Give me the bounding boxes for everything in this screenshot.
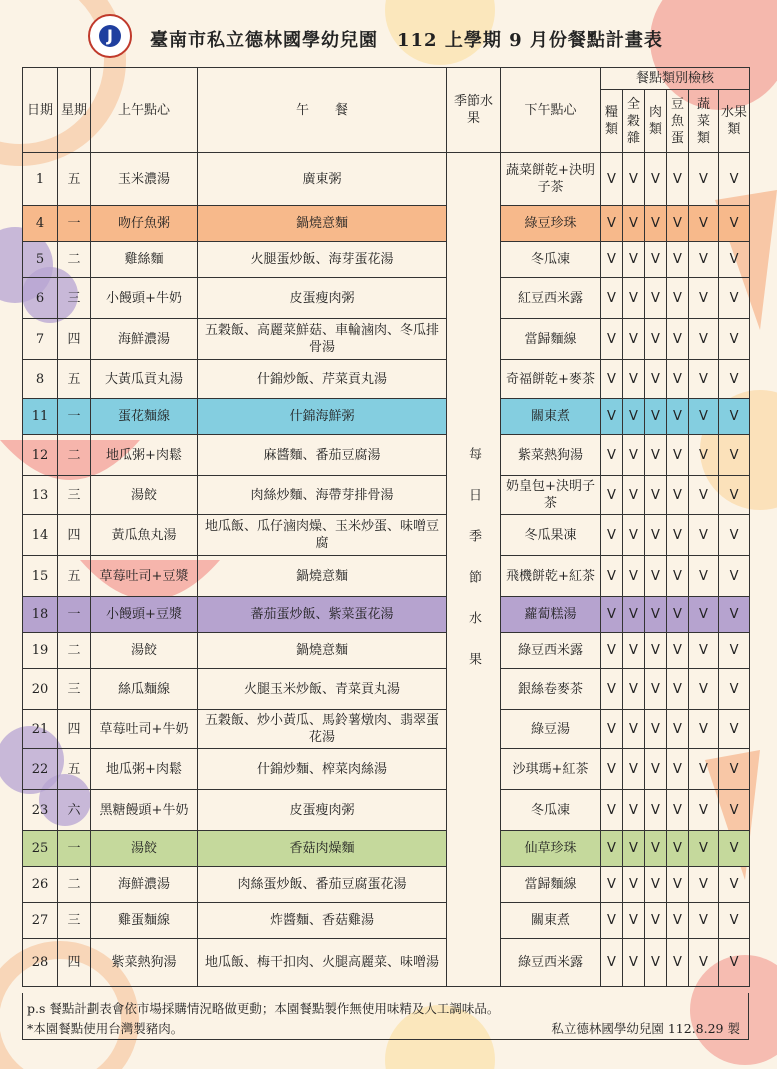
row-check-mark: V [623,319,645,360]
header-check-0: 糧類 [601,90,623,153]
row-check-mark: V [667,633,689,669]
row-check-mark: V [719,476,750,515]
row-check-mark: V [601,710,623,749]
row-check-mark: V [667,435,689,476]
row-afternoon-snack: 奇福餅乾+麥茶 [501,360,601,399]
row-check-mark: V [623,790,645,831]
row-lunch: 火腿蛋炒飯、海芽蛋花湯 [198,242,447,278]
row-date: 22 [23,749,58,790]
row-afternoon-snack: 冬瓜凍 [501,242,601,278]
row-weekday: 二 [58,867,91,903]
row-afternoon-snack: 綠豆西米露 [501,939,601,987]
row-check-mark: V [719,435,750,476]
row-afternoon-snack: 綠豆西米露 [501,633,601,669]
row-afternoon-snack: 當歸麵線 [501,319,601,360]
row-lunch: 肉絲炒麵、海帶芽排骨湯 [198,476,447,515]
row-check-mark: V [601,633,623,669]
row-weekday: 二 [58,242,91,278]
row-afternoon-snack: 蔬菜餅乾+決明子茶 [501,153,601,206]
row-check-mark: V [645,360,667,399]
row-morning-snack: 湯餃 [91,831,198,867]
row-weekday: 三 [58,476,91,515]
row-check-mark: V [645,903,667,939]
row-check-mark: V [667,790,689,831]
row-lunch: 廣東粥 [198,153,447,206]
row-check-mark: V [689,153,719,206]
row-check-mark: V [689,515,719,556]
row-check-mark: V [623,749,645,790]
row-check-mark: V [645,515,667,556]
row-weekday: 三 [58,278,91,319]
row-check-mark: V [645,633,667,669]
row-check-mark: V [719,790,750,831]
row-check-mark: V [623,399,645,435]
row-check-mark: V [719,669,750,710]
row-lunch: 鍋燒意麵 [198,206,447,242]
row-check-mark: V [601,319,623,360]
row-lunch: 鍋燒意麵 [198,633,447,669]
row-check-mark: V [719,633,750,669]
row-lunch: 香菇肉燥麵 [198,831,447,867]
row-morning-snack: 黃瓜魚丸湯 [91,515,198,556]
table-row [23,939,750,987]
table-row [23,903,750,939]
row-check-mark: V [601,206,623,242]
row-weekday: 四 [58,515,91,556]
row-check-mark: V [667,515,689,556]
row-morning-snack: 草莓吐司+牛奶 [91,710,198,749]
row-morning-snack: 雞蛋麵線 [91,903,198,939]
row-weekday: 五 [58,360,91,399]
page-header [0,0,777,66]
row-morning-snack: 黑糖饅頭+牛奶 [91,790,198,831]
footer-note-1: p.s 餐點計劃表會依市場採購情況略做更動；本園餐點製作無使用味精及人工調味品。 [27,1001,500,1016]
row-check-mark: V [623,669,645,710]
row-morning-snack: 玉米濃湯 [91,153,198,206]
row-check-mark: V [601,153,623,206]
row-check-mark: V [719,749,750,790]
row-check-mark: V [623,360,645,399]
row-lunch: 地瓜飯、梅干扣肉、火腿高麗菜、味噌湯 [198,939,447,987]
row-lunch: 肉絲蛋炒飯、番茄豆腐蛋花湯 [198,867,447,903]
header-seasonal-fruit: 季節水果 [447,68,501,153]
row-check-mark: V [667,360,689,399]
row-afternoon-snack: 飛機餅乾+紅茶 [501,556,601,597]
row-date: 12 [23,435,58,476]
row-morning-snack: 大黃瓜貢丸湯 [91,360,198,399]
row-check-mark: V [601,242,623,278]
table-row [23,515,750,556]
row-date: 23 [23,790,58,831]
row-afternoon-snack: 冬瓜果凍 [501,515,601,556]
row-check-mark: V [667,206,689,242]
row-weekday: 二 [58,633,91,669]
row-date: 18 [23,597,58,633]
table-row [23,153,750,206]
row-check-mark: V [667,597,689,633]
row-check-mark: V [667,556,689,597]
row-morning-snack: 湯餃 [91,476,198,515]
row-date: 15 [23,556,58,597]
row-morning-snack: 草莓吐司+豆漿 [91,556,198,597]
header-date: 日期 [23,68,58,153]
row-check-mark: V [601,939,623,987]
row-check-mark: V [601,515,623,556]
row-weekday: 四 [58,319,91,360]
header-check-4: 蔬菜類 [689,90,719,153]
row-morning-snack: 雞絲麵 [91,242,198,278]
row-morning-snack: 吻仔魚粥 [91,206,198,242]
table-row [23,669,750,710]
page-title: 臺南市私立德林國學幼兒園 112 上學期 9 月份餐點計畫表 [150,30,663,51]
row-check-mark: V [601,360,623,399]
table-row [23,749,750,790]
row-check-mark: V [601,867,623,903]
row-check-mark: V [601,903,623,939]
row-check-mark: V [667,399,689,435]
row-morning-snack: 小饅頭+牛奶 [91,278,198,319]
row-check-mark: V [689,633,719,669]
table-row [23,790,750,831]
row-morning-snack: 小饅頭+豆漿 [91,597,198,633]
row-check-mark: V [689,669,719,710]
row-afternoon-snack: 蘿蔔糕湯 [501,597,601,633]
table-row [23,633,750,669]
row-check-mark: V [623,242,645,278]
row-check-mark: V [601,278,623,319]
row-weekday: 五 [58,749,91,790]
row-date: 27 [23,903,58,939]
row-check-mark: V [623,831,645,867]
row-date: 26 [23,867,58,903]
row-check-mark: V [667,903,689,939]
row-check-mark: V [689,831,719,867]
row-check-mark: V [689,903,719,939]
row-check-mark: V [623,278,645,319]
row-date: 20 [23,669,58,710]
row-afternoon-snack: 仙草珍珠 [501,831,601,867]
row-afternoon-snack: 綠豆珍珠 [501,206,601,242]
row-check-mark: V [645,597,667,633]
row-check-mark: V [689,435,719,476]
seasonal-fruit-note: 每日季節水果 [447,153,501,987]
row-check-mark: V [689,206,719,242]
row-check-mark: V [719,939,750,987]
row-lunch: 什錦海鮮粥 [198,399,447,435]
row-weekday: 二 [58,435,91,476]
row-check-mark: V [719,867,750,903]
row-check-mark: V [645,319,667,360]
row-afternoon-snack: 沙琪瑪+紅茶 [501,749,601,790]
row-lunch: 皮蛋瘦肉粥 [198,278,447,319]
row-lunch: 炸醬麵、香菇雞湯 [198,903,447,939]
row-date: 11 [23,399,58,435]
row-check-mark: V [623,476,645,515]
table-row [23,360,750,399]
row-lunch: 火腿玉米炒飯、青菜貢丸湯 [198,669,447,710]
row-lunch: 蕃茄蛋炒飯、紫菜蛋花湯 [198,597,447,633]
row-check-mark: V [719,360,750,399]
table-row [23,319,750,360]
row-check-mark: V [601,790,623,831]
row-morning-snack: 地瓜粥+肉鬆 [91,749,198,790]
row-afternoon-snack: 當歸麵線 [501,867,601,903]
row-check-mark: V [623,867,645,903]
row-date: 1 [23,153,58,206]
row-date: 25 [23,831,58,867]
row-morning-snack: 蛋花麵線 [91,399,198,435]
row-weekday: 一 [58,206,91,242]
row-check-mark: V [601,476,623,515]
row-check-mark: V [601,597,623,633]
row-check-mark: V [645,749,667,790]
row-date: 21 [23,710,58,749]
footer-note-2: *本園餐點使用台灣製豬肉。 [27,1021,184,1036]
row-weekday: 五 [58,153,91,206]
row-check-mark: V [719,278,750,319]
table-row [23,399,750,435]
row-lunch: 五穀飯、高麗菜鮮菇、車輪滷肉、冬瓜排骨湯 [198,319,447,360]
row-check-mark: V [601,435,623,476]
row-date: 5 [23,242,58,278]
row-afternoon-snack: 紫菜熱狗湯 [501,435,601,476]
row-check-mark: V [645,206,667,242]
row-weekday: 五 [58,556,91,597]
row-lunch: 五穀飯、炒小黃瓜、馬鈴薯燉肉、翡翠蛋花湯 [198,710,447,749]
row-check-mark: V [689,790,719,831]
row-date: 28 [23,939,58,987]
row-lunch: 鍋燒意麵 [198,556,447,597]
header-check-5: 水果類 [719,90,750,153]
row-check-mark: V [689,749,719,790]
row-check-mark: V [623,556,645,597]
row-check-mark: V [689,278,719,319]
row-weekday: 四 [58,710,91,749]
row-check-mark: V [623,435,645,476]
header-check-group: 餐點類別檢核 [601,68,750,90]
row-check-mark: V [719,399,750,435]
table-row [23,242,750,278]
row-afternoon-snack: 奶皇包+決明子茶 [501,476,601,515]
row-check-mark: V [689,556,719,597]
table-row [23,278,750,319]
row-morning-snack: 絲瓜麵線 [91,669,198,710]
row-check-mark: V [719,515,750,556]
row-weekday: 一 [58,597,91,633]
logo-letter: J [99,25,121,47]
row-check-mark: V [719,597,750,633]
header-check-2: 肉類 [645,90,667,153]
row-date: 13 [23,476,58,515]
row-afternoon-snack: 關東煮 [501,399,601,435]
row-check-mark: V [623,903,645,939]
row-check-mark: V [667,278,689,319]
row-check-mark: V [667,476,689,515]
row-check-mark: V [667,710,689,749]
row-date: 4 [23,206,58,242]
footer-signature: 私立德林國學幼兒園 112.8.29 製 [551,1021,740,1036]
header-lunch: 午 餐 [198,68,447,153]
row-check-mark: V [623,515,645,556]
row-check-mark: V [719,710,750,749]
row-check-mark: V [719,153,750,206]
row-check-mark: V [623,597,645,633]
row-check-mark: V [667,669,689,710]
header-check-3: 豆魚蛋 [667,90,689,153]
row-morning-snack: 湯餃 [91,633,198,669]
row-morning-snack: 紫菜熱狗湯 [91,939,198,987]
table-row [23,476,750,515]
row-check-mark: V [601,556,623,597]
row-weekday: 三 [58,903,91,939]
row-check-mark: V [689,939,719,987]
table-row [23,435,750,476]
row-lunch: 皮蛋瘦肉粥 [198,790,447,831]
row-check-mark: V [667,939,689,987]
row-weekday: 四 [58,939,91,987]
row-check-mark: V [667,867,689,903]
row-check-mark: V [719,242,750,278]
row-weekday: 六 [58,790,91,831]
row-check-mark: V [667,242,689,278]
row-check-mark: V [645,939,667,987]
table-row [23,867,750,903]
row-morning-snack: 海鮮濃湯 [91,319,198,360]
row-morning-snack: 海鮮濃湯 [91,867,198,903]
row-check-mark: V [601,749,623,790]
row-date: 14 [23,515,58,556]
row-check-mark: V [623,633,645,669]
row-check-mark: V [667,749,689,790]
row-check-mark: V [689,319,719,360]
header-weekday: 星期 [58,68,91,153]
header-check-1: 全穀雜 [623,90,645,153]
row-check-mark: V [689,360,719,399]
row-check-mark: V [601,399,623,435]
row-check-mark: V [645,242,667,278]
row-check-mark: V [645,831,667,867]
row-date: 6 [23,278,58,319]
row-check-mark: V [689,476,719,515]
table-row [23,206,750,242]
row-check-mark: V [645,790,667,831]
row-afternoon-snack: 綠豆湯 [501,710,601,749]
row-check-mark: V [689,867,719,903]
row-lunch: 什錦炒麵、榨菜肉絲湯 [198,749,447,790]
row-check-mark: V [719,831,750,867]
row-morning-snack: 地瓜粥+肉鬆 [91,435,198,476]
row-check-mark: V [719,556,750,597]
row-check-mark: V [623,710,645,749]
meal-plan-table [22,67,750,987]
row-lunch: 什錦炒飯、芹菜貢丸湯 [198,360,447,399]
row-check-mark: V [623,153,645,206]
row-check-mark: V [601,831,623,867]
row-check-mark: V [667,831,689,867]
row-check-mark: V [719,903,750,939]
row-afternoon-snack: 關東煮 [501,903,601,939]
row-check-mark: V [645,556,667,597]
row-date: 7 [23,319,58,360]
table-row [23,597,750,633]
row-check-mark: V [645,476,667,515]
row-check-mark: V [623,939,645,987]
row-check-mark: V [719,319,750,360]
row-check-mark: V [667,319,689,360]
row-check-mark: V [645,153,667,206]
table-row [23,710,750,749]
table-row [23,831,750,867]
row-check-mark: V [689,399,719,435]
row-date: 19 [23,633,58,669]
row-afternoon-snack: 銀絲卷麥茶 [501,669,601,710]
row-lunch: 麻醬麵、番茄豆腐湯 [198,435,447,476]
row-check-mark: V [689,242,719,278]
row-check-mark: V [645,867,667,903]
row-check-mark: V [645,278,667,319]
row-check-mark: V [667,153,689,206]
row-check-mark: V [601,669,623,710]
header-afternoon-snack: 下午點心 [501,68,601,153]
row-afternoon-snack: 紅豆西米露 [501,278,601,319]
row-check-mark: V [645,710,667,749]
school-logo [88,14,132,58]
row-check-mark: V [689,710,719,749]
row-check-mark: V [623,206,645,242]
row-lunch: 地瓜飯、瓜仔滷肉燥、玉米炒蛋、味噌豆腐 [198,515,447,556]
row-check-mark: V [719,206,750,242]
row-check-mark: V [645,669,667,710]
table-row [23,556,750,597]
footer-notes [22,993,749,1040]
row-check-mark: V [645,435,667,476]
row-weekday: 一 [58,831,91,867]
row-weekday: 一 [58,399,91,435]
row-afternoon-snack: 冬瓜凍 [501,790,601,831]
header-morning-snack: 上午點心 [91,68,198,153]
row-check-mark: V [645,399,667,435]
row-check-mark: V [689,597,719,633]
row-weekday: 三 [58,669,91,710]
row-date: 8 [23,360,58,399]
